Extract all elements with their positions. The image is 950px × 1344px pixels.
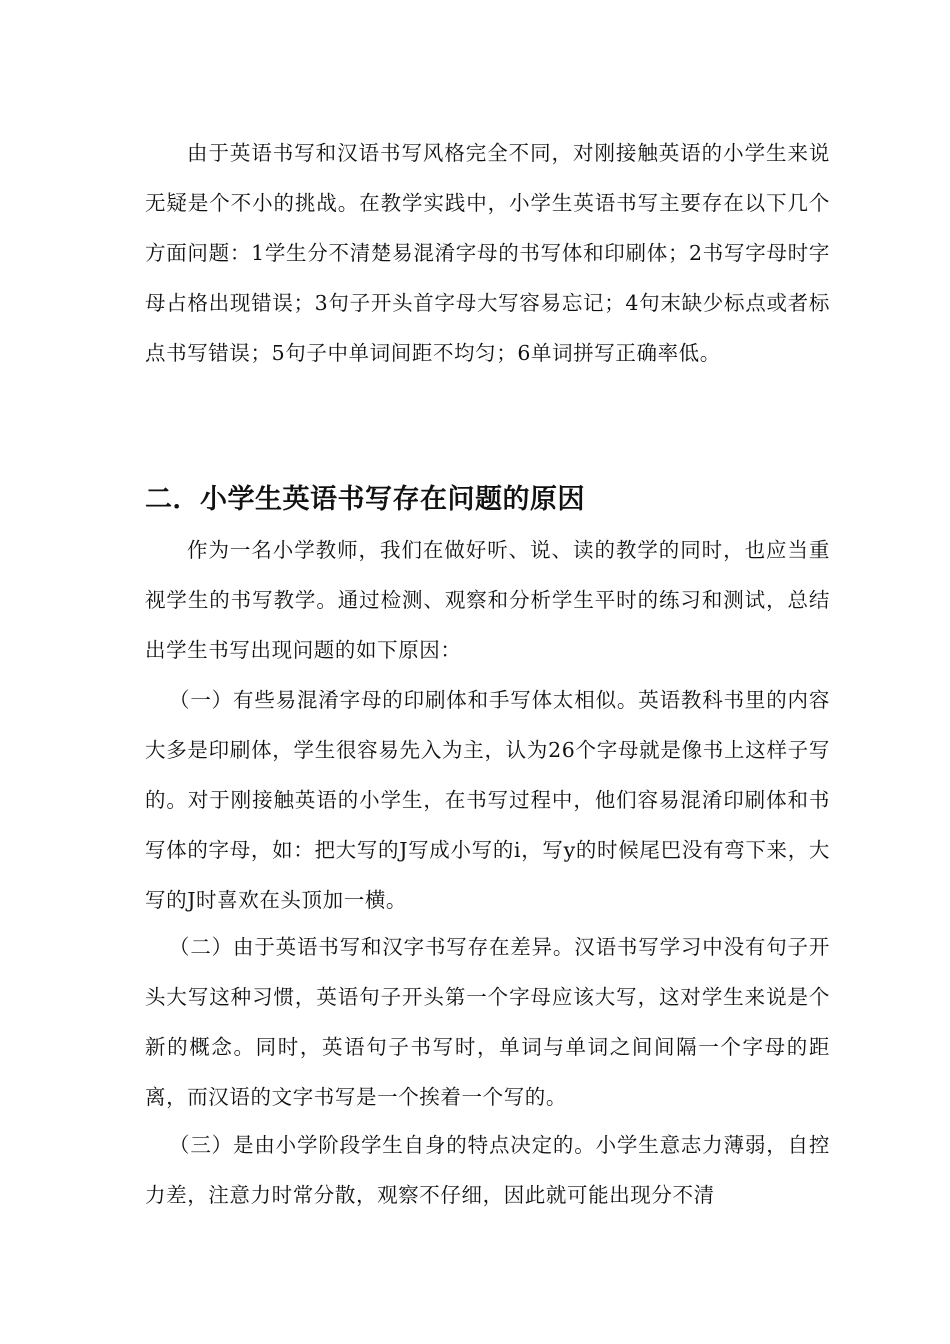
section-heading: 二．小学生英语书写存在问题的原因 — [145, 484, 585, 515]
paragraph-reason-3: （三）是由小学阶段学生自身的特点决定的。小学生意志力薄弱，自控力差，注意力时常分散，观察不仔细，因此就可能出现分不清 — [145, 1133, 830, 1207]
paragraph-intro: 由于英语书写和汉语书写风格完全不同，对刚接触英语的小学生来说无疑是个不小的挑战。在教学实践中，小学生英语书写主要存在以下几个方面问题：1学生分不清楚易混淆字母的书写体和印刷体；2书写字母时字母占格出现错误；3句子开头首字母大写容易忘记；4句末缺少标点或者标点书写错误；5句子中单词间距不均匀；6单词拼写正确率低。 — [145, 141, 830, 365]
paragraph-reason-2: （二）由于英语书写和汉字书写存在差异。汉语书写学习中没有句子开头大写这种习惯，英语句子开头第一个字母应该大写，这对学生来说是个新的概念。同时，英语句子书写时，单词与单词之间间隔一个字母的距离，而汉语的文字书写是一个挨着一个写的。 — [145, 935, 830, 1109]
paragraph-teacher: 作为一名小学教师，我们在做好听、说、读的教学的同时，也应当重视学生的书写教学。通过检测、观察和分析学生平时的练习和测试，总结出学生书写出现问题的如下原因： — [145, 538, 830, 662]
paragraph-reason-1: （一）有些易混淆字母的印刷体和手写体太相似。英语教科书里的内容大多是印刷体，学生很容易先入为主，认为26个字母就是像书上这样子写的。对于刚接触英语的小学生，在书写过程中，他们容易混淆印刷体和书写体的字母，如：把大写的J写成小写的i，写y的时候尾巴没有弯下来，大写的J时喜欢在头顶加一横。 — [145, 688, 830, 912]
